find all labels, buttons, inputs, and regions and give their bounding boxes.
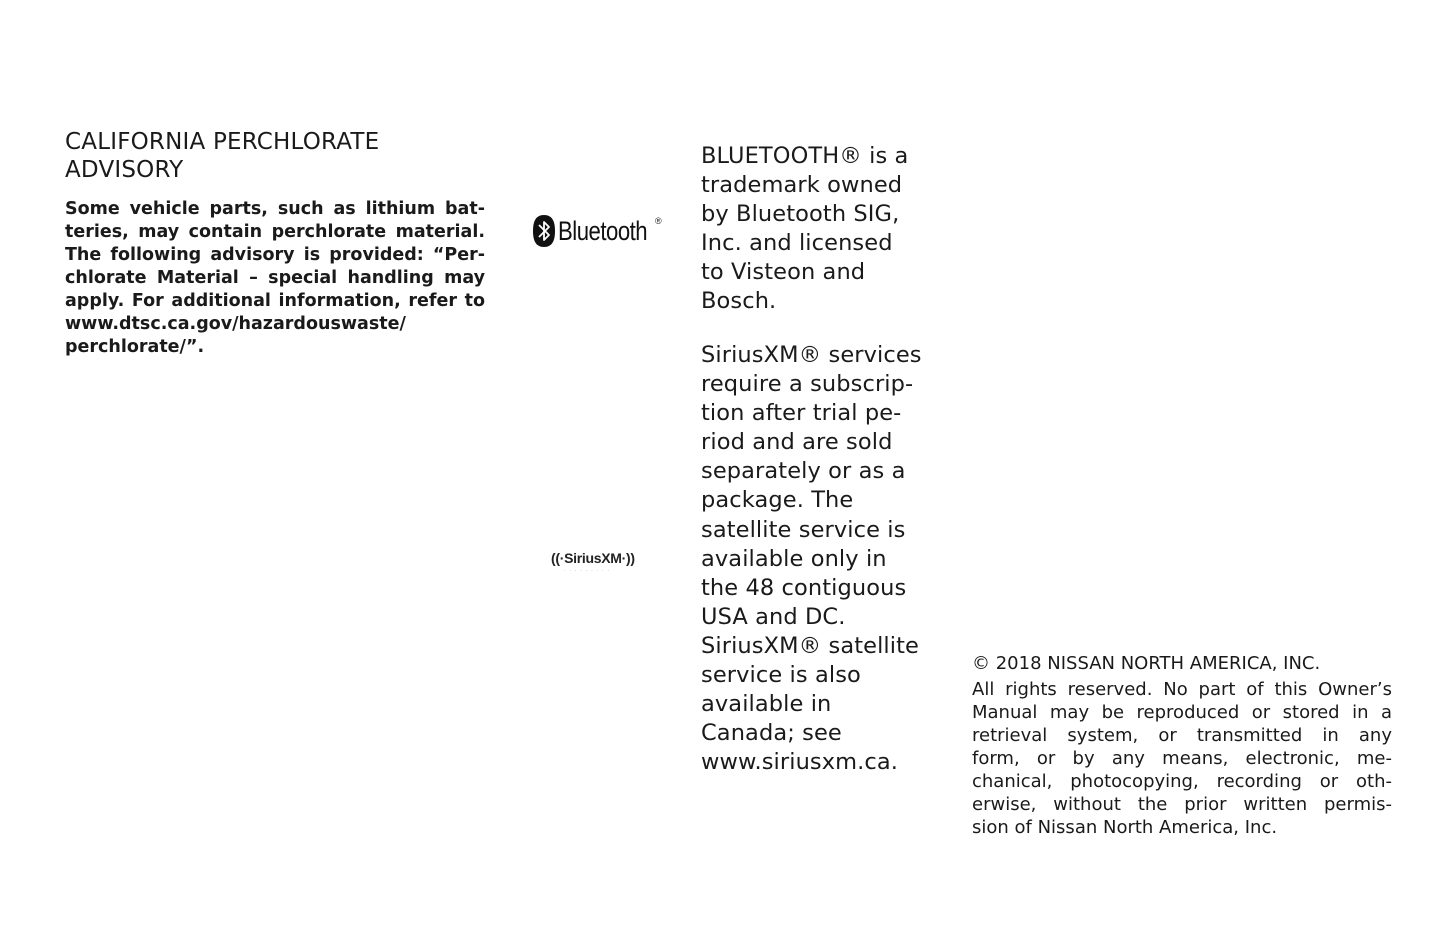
rights-text-line: retrieval system, or transmitted in any — [972, 725, 1392, 746]
siriusxm-text-line: separately or as a — [701, 458, 906, 485]
copyright-heading: © 2018 NISSAN NORTH AMERICA, INC. — [972, 653, 1321, 674]
siriusxm-text-line: satellite service is — [701, 516, 906, 543]
bluetooth-rune-icon — [533, 215, 555, 247]
siriusxm-text-line: available only in — [701, 545, 887, 572]
bluetooth-text-line: to Visteon and — [701, 259, 866, 286]
siriusxm-text-line: www.siriusxm.ca. — [701, 749, 899, 776]
rights-text-line: All rights reserved. No part of this Owner’s — [972, 679, 1392, 700]
advisory-body-line: Some vehicle parts, such as lithium bat- — [65, 199, 485, 219]
siriusxm-text-line: the 48 contiguous — [701, 574, 907, 601]
bluetooth-logo — [533, 214, 667, 248]
bluetooth-text-line: Inc. and licensed — [701, 230, 893, 257]
advisory-body-line: teries, may contain perchlorate material. — [65, 222, 485, 242]
rights-text-line: form, or by any means, electronic, me- — [972, 748, 1392, 769]
bluetooth-text-line: Bosch. — [701, 288, 777, 315]
bluetooth-text-line: trademark owned — [701, 172, 903, 199]
bluetooth-text-line: by Bluetooth SIG, — [701, 201, 900, 228]
siriusxm-wordmark: ((·SiriusXM·)) — [551, 550, 635, 566]
rights-text-line: Manual may be reproduced or stored in a — [972, 702, 1392, 723]
advisory-body-line: perchlorate/”. — [65, 337, 205, 357]
siriusxm-service-text — [701, 341, 941, 777]
advisory-body-line: The following advisory is provided: “Per- — [65, 245, 485, 265]
advisory-heading-line: ADVISORY — [65, 157, 184, 183]
siriusxm-text-line: Canada; see — [701, 720, 842, 747]
rights-text-line: chanical, photocopying, recording or oth- — [972, 771, 1392, 792]
siriusxm-text-line: service is also — [701, 662, 861, 689]
siriusxm-text-line: require a subscrip- — [701, 371, 914, 398]
siriusxm-text-line: available in — [701, 691, 832, 718]
copyright-rights-text — [972, 678, 1392, 839]
rights-text-line: sion of Nissan North America, Inc. — [972, 817, 1278, 838]
siriusxm-text-line: USA and DC. — [701, 603, 846, 630]
bluetooth-wordmark: Bluetooth — [558, 215, 648, 246]
siriusxm-text-line: riod and are sold — [701, 429, 893, 456]
perchlorate-advisory-body — [65, 198, 485, 359]
siriusxm-text-line: SiriusXM® satellite — [701, 632, 919, 659]
advisory-body-line: chlorate Material – special handling may — [65, 268, 485, 288]
siriusxm-tagline-mark: · · · · · · · · · — [564, 568, 611, 573]
rights-text-line: erwise, without the prior written permis- — [972, 794, 1392, 815]
perchlorate-advisory-heading — [65, 128, 495, 184]
bluetooth-text-line: BLUETOOTH® is a — [701, 143, 909, 169]
siriusxm-logo — [540, 541, 660, 581]
siriusxm-text-line: SiriusXM® services — [701, 342, 922, 368]
bluetooth-trademark-text — [701, 142, 941, 317]
advisory-heading-line: CALIFORNIA PERCHLORATE — [65, 129, 380, 155]
advisory-body-line: www.dtsc.ca.gov/hazardouswaste/ — [65, 314, 406, 334]
advisory-body-line: apply. For additional information, refer to — [65, 291, 485, 311]
bluetooth-registered-mark: ® — [655, 216, 662, 226]
siriusxm-text-line: package. The — [701, 487, 854, 514]
siriusxm-text-line: tion after trial pe- — [701, 400, 902, 427]
